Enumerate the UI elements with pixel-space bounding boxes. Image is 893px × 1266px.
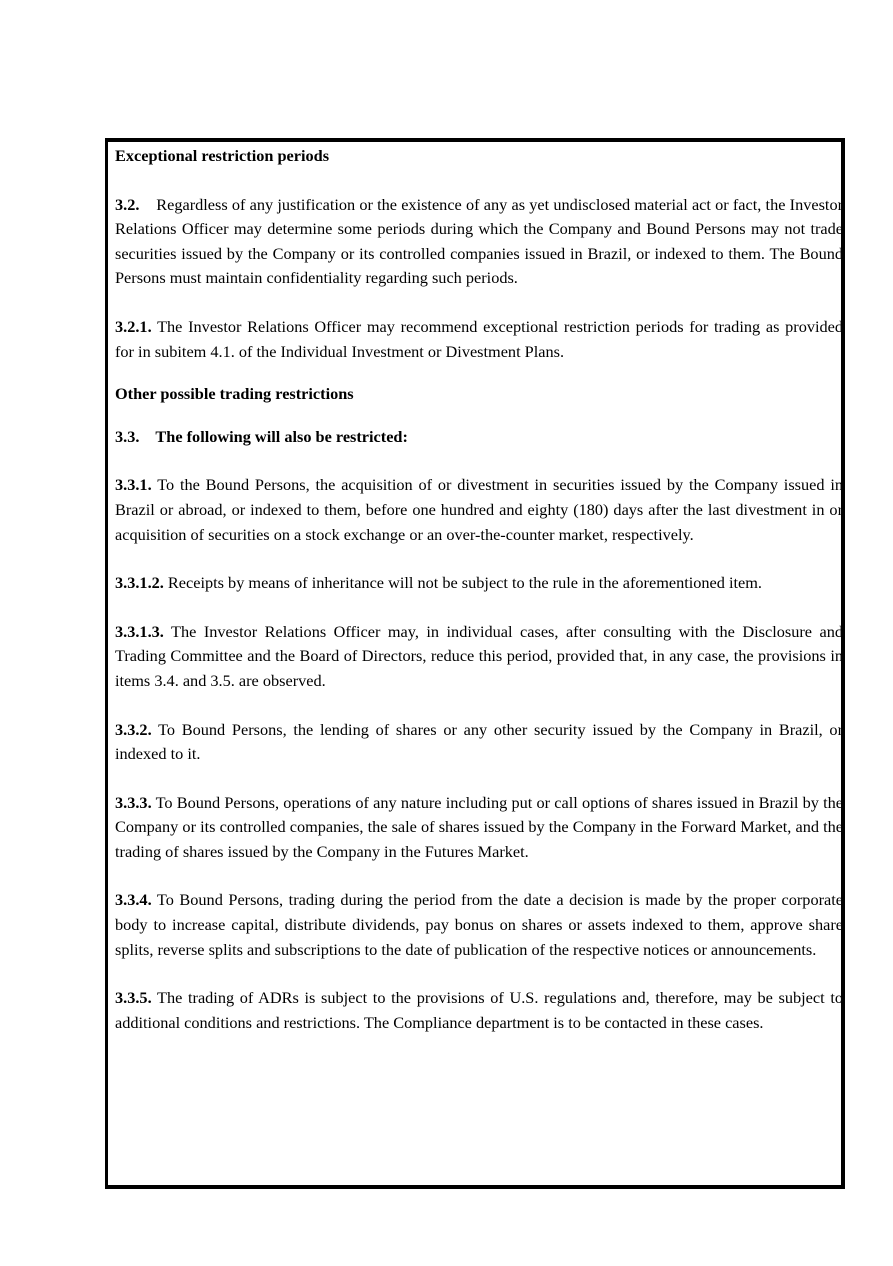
clause-3-3-3 — [115, 791, 843, 865]
clause-3-3-4 — [115, 888, 843, 962]
clause-text: To Bound Persons, the lending of shares or any other security issued by the Company in Brazil, or indexed to it. — [115, 719, 843, 764]
clause-text: To Bound Persons, operations of any nature including put or call options of shares issued in Brazil by the Company or its controlled companies, the sale of shares issued by the Company in the Forward Market, and the trading of shares issued by the Company in the Futures Market. — [115, 792, 843, 861]
clause-number: 3.3.4. — [115, 890, 152, 910]
clause-text: The Investor Relations Officer may recommend exceptional restriction periods for trading as provided for in subitem 4.1. of the Individual Investment or Divestment Plans. — [115, 316, 844, 361]
clause-3-2-1 — [115, 315, 843, 364]
clause-3-3 — [115, 425, 843, 450]
clause-3-3-2 — [115, 718, 843, 767]
clause-number: 3.3. — [115, 426, 140, 446]
clause-3-2 — [115, 193, 843, 291]
clause-number: 3.3.5. — [115, 988, 152, 1008]
section-heading-other: Other possible trading restrictions — [115, 384, 354, 404]
clause-text: The Investor Relations Officer may, in individual cases, after consulting with the Disclosure and Trading Committee and the Board of Directors, reduce this period, provided that, in any case, the provisions in items 3.4. and 3.5. are observed. — [115, 621, 843, 690]
clause-3-3-1-3 — [115, 620, 843, 694]
clause-3-3-1-2 — [115, 571, 843, 596]
clause-number: 3.3.1. — [115, 475, 152, 495]
clause-text: To Bound Persons, trading during the period from the date a decision is made by the proper corporate body to increase capital, distribute dividends, pay bonus on shares or assets indexed to them, approve share splits, reverse splits and subscriptions to the date of publication of the respective notices or announcements. — [115, 890, 843, 959]
clause-text: The trading of ADRs is subject to the provisions of U.S. regulations and, therefore, may be subject to additional conditions and restrictions. The Compliance department is to be contacted in these cases. — [115, 988, 843, 1032]
clause-text: To the Bound Persons, the acquisition of or divestment in securities issued by the Company issued in Brazil or abroad, or indexed to them, before one hundred and eighty (180) days after the last divestment in or acquisition of securities on a stock exchange or an over-the-counter market, respectively. — [115, 475, 843, 544]
clause-number: 3.3.1.2. — [115, 573, 164, 593]
clause-number: 3.3.2. — [115, 719, 152, 739]
clause-text: The following will also be restricted: — [155, 426, 408, 446]
clause-number: 3.3.3. — [115, 792, 152, 812]
clause-text: Regardless of any justification or the existence of any as yet undisclosed material act or fact, the Investor Relations Officer may determine some periods during which the Company and Bound Persons may not trade securities issued by the Company or its controlled companies issued in Brazil, or indexed to them. The Bound Persons must maintain confidentiality regarding such periods. — [115, 194, 844, 288]
clause-number: 3.2.1. — [115, 316, 152, 336]
clause-number: 3.2. — [115, 194, 140, 214]
document-content — [115, 144, 843, 1035]
clause-3-3-1 — [115, 473, 843, 547]
clause-3-3-5 — [115, 986, 843, 1035]
section-heading-exceptional: Exceptional restriction periods — [115, 146, 330, 165]
clause-text: Receipts by means of inheritance will not be subject to the rule in the aforementioned item. — [167, 573, 763, 593]
clause-number: 3.3.1.3. — [115, 621, 164, 641]
